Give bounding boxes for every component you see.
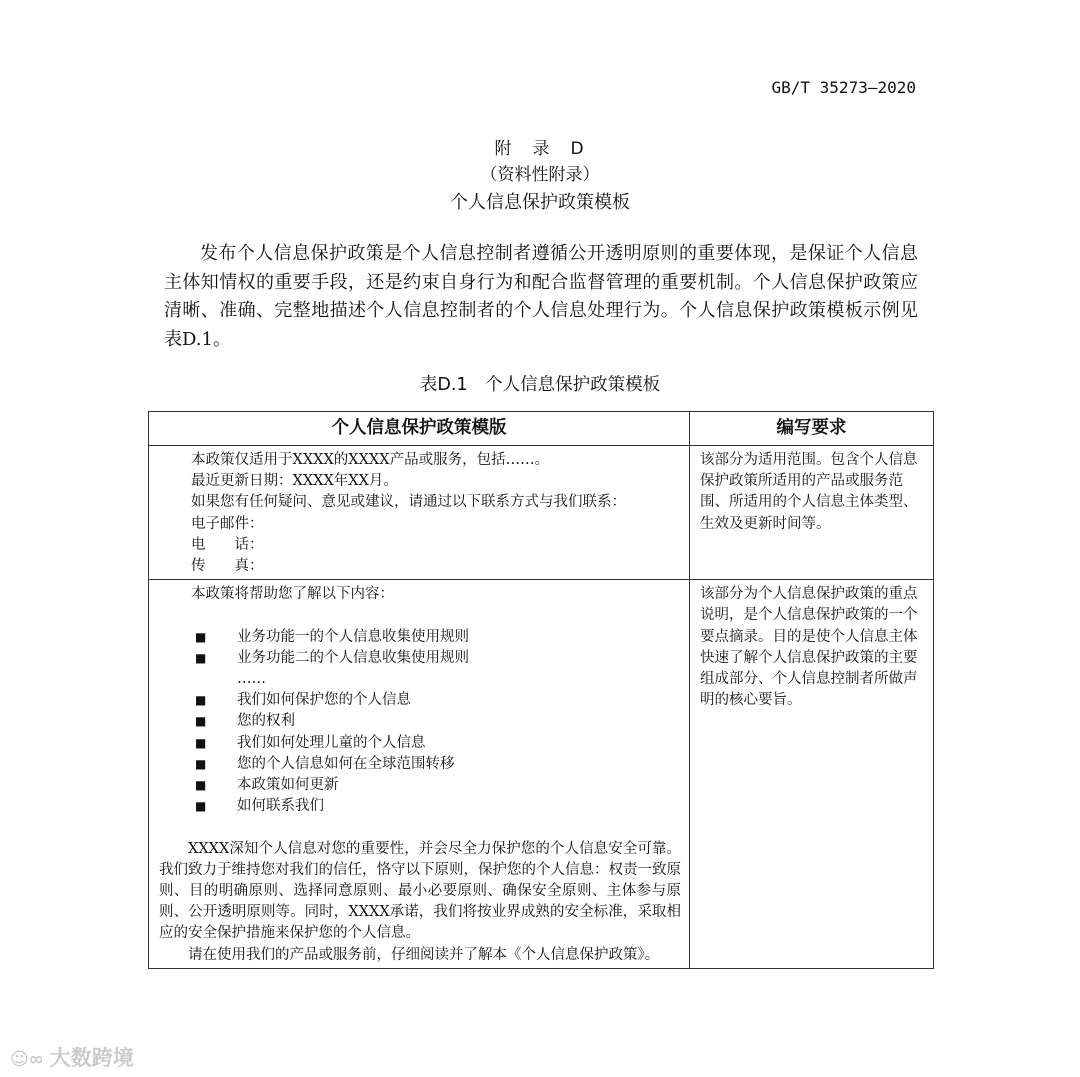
table-row bbox=[149, 446, 934, 580]
square-bullet-icon: ■ bbox=[195, 693, 207, 708]
list-item: ■ 业务功能二的个人信息收集使用规则 bbox=[159, 648, 681, 669]
table-title: 表D.1 个人信息保护政策模板 bbox=[419, 375, 661, 395]
read-notice-paragraph: 请在使用我们的产品或服务前，仔细阅读并了解本《个人信息保护政策》。 bbox=[188, 946, 660, 963]
standard-code: GB/T 35273—2020 bbox=[771, 78, 916, 97]
summary-intro-line: 本政策将帮助您了解以下内容： bbox=[191, 586, 394, 603]
table-row bbox=[149, 580, 934, 969]
list-item: ■ 您的个人信息如何在全球范围转移 bbox=[159, 754, 681, 775]
list-item: ■ 本政策如何更新 bbox=[159, 775, 681, 796]
ellipsis-line: …… bbox=[237, 671, 266, 688]
list-item: ■ 您的权利 bbox=[159, 711, 681, 732]
square-bullet-icon: ■ bbox=[195, 735, 207, 750]
policy-template-table bbox=[148, 411, 934, 969]
brand-logo-icon: ☺∞ bbox=[10, 1049, 44, 1070]
square-bullet-icon: ■ bbox=[195, 778, 207, 793]
table-header-row bbox=[149, 412, 934, 446]
scope-line: 电子邮件： bbox=[191, 515, 264, 532]
scope-line: 本政策仅适用于XXXX的XXXX产品或服务，包括……。 bbox=[191, 452, 550, 468]
intro-paragraph: 发布个人信息保护政策是个人信息控制者遵循公开透明原则的重要体现，是保证个人信息主体知情权的重要手段，还是约束自身行为和配合监督管理的重要机制。个人信息保护政策应清晰、准确、完整地描述个人信息控制者的个人信息处理行为。个人信息保护政策模板示例见表D.1。 bbox=[164, 243, 918, 350]
scope-line: 如果您有任何疑问、意见或建议，请通过以下联系方式与我们联系： bbox=[191, 494, 626, 511]
watermark-text: 大数跨境 bbox=[49, 1046, 134, 1070]
appendix-title: 个人信息保护政策模板 bbox=[450, 192, 630, 213]
square-bullet-icon: ■ bbox=[195, 629, 207, 644]
scope-template-cell bbox=[149, 446, 690, 580]
list-item: ■ 我们如何保护您的个人信息 bbox=[159, 690, 681, 711]
appendix-label: 附 录 D bbox=[494, 139, 586, 159]
column-header-template: 个人信息保护政策模版 bbox=[149, 412, 690, 446]
square-bullet-icon: ■ bbox=[195, 714, 207, 729]
appendix-type: （资料性附录） bbox=[480, 165, 600, 185]
column-header-requirements: 编写要求 bbox=[690, 412, 934, 446]
commitment-paragraph: XXXX深知个人信息对您的重要性，并会尽全力保护您的个人信息安全可靠。我们致力于维持您对我们的信任，恪守以下原则，保护您的个人信息：权责一致原则、目的明确原则、选择同意原则、最小必要原则、确保安全原则、主体参与原则、公开透明原则等。同时，XXXX承诺，我们将按业界成熟的安全标准，采取相应的安全保护措施来保护您的个人信息。 bbox=[159, 840, 681, 942]
watermark bbox=[10, 1042, 134, 1072]
scope-requirement-text: 该部分为适用范围。包含个人信息保护政策所适用的产品或服务范围、所适用的个人信息主体类型、生效及更新时间等。 bbox=[700, 452, 918, 532]
scope-line: 传 真： bbox=[191, 558, 264, 575]
summary-requirement-cell bbox=[690, 580, 934, 969]
square-bullet-icon: ■ bbox=[195, 756, 207, 771]
summary-template-cell bbox=[149, 580, 690, 969]
list-item: ■ 我们如何处理儿童的个人信息 bbox=[159, 733, 681, 754]
square-bullet-icon: ■ bbox=[195, 799, 207, 814]
list-item: ■ 如何联系我们 bbox=[159, 796, 681, 817]
summary-requirement-text: 该部分为个人信息保护政策的重点说明，是个人信息保护政策的一个要点摘录。目的是使个人信息主体快速了解个人信息保护政策的主要组成部分、个人信息控制者所做声明的核心要旨。 bbox=[700, 586, 918, 709]
list-item: ■ 业务功能一的个人信息收集使用规则 bbox=[159, 627, 681, 648]
square-bullet-icon: ■ bbox=[195, 650, 207, 665]
scope-line: 最近更新日期：XXXX年XX月。 bbox=[191, 473, 398, 490]
scope-line: 电 话： bbox=[191, 536, 264, 553]
scope-requirement-cell bbox=[690, 446, 934, 580]
